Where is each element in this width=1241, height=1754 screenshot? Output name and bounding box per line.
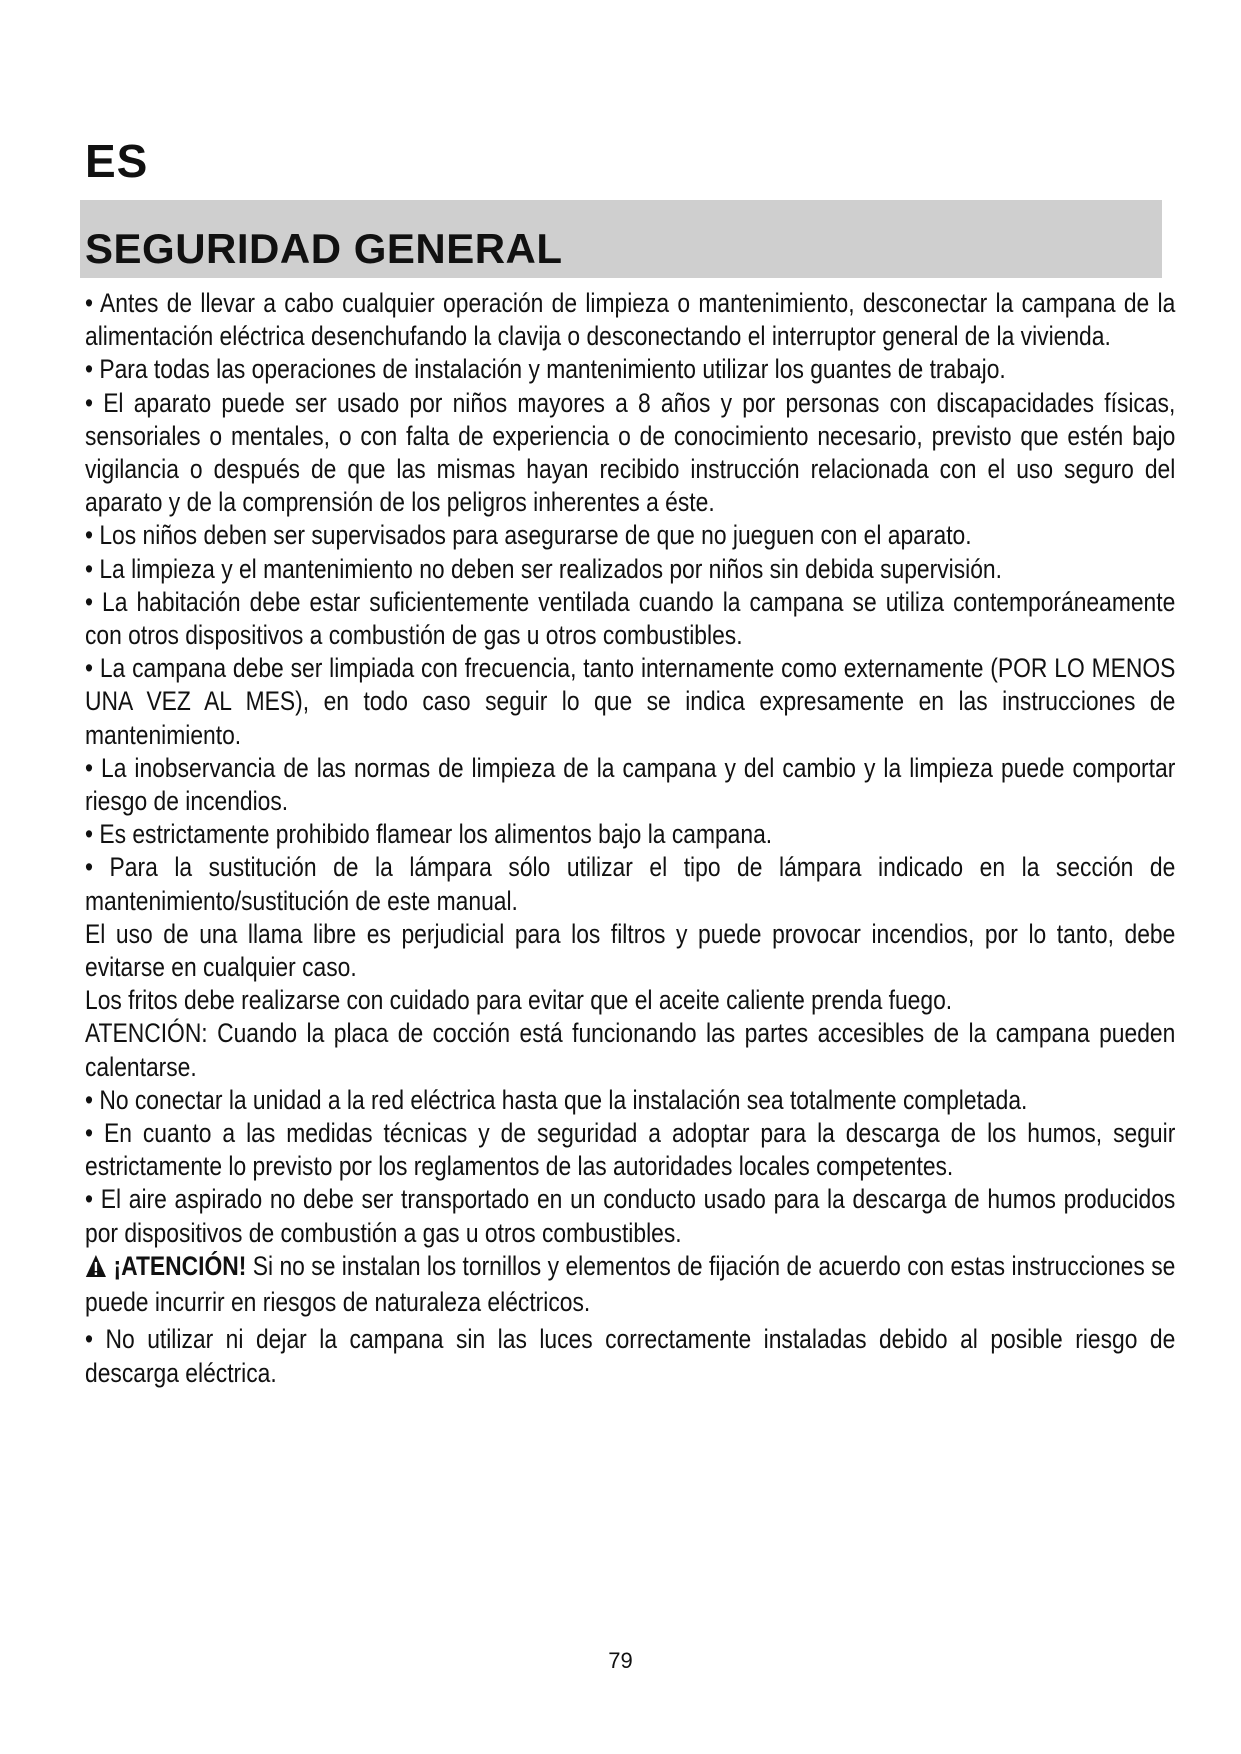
warning-paragraph	[85, 1249, 1175, 1318]
paragraph-lights-installed: • No utilizar ni dejar la campana sin las luces correctamente instaladas debido al posible riesgo de descarga eléctrica.	[85, 1323, 1176, 1388]
paragraph-children-supervision: • Los niños deben ser supervisados para asegurarse de que no jueguen con el aparato.	[85, 519, 972, 551]
paragraph-fire-risk: • La inobservancia de las normas de limpieza de la campana y del cambio y la limpieza puede comportar riesgo de incendios.	[85, 751, 1176, 817]
page-number: 79	[608, 1648, 633, 1673]
paragraph-lamp-replacement: • Para la sustitución de la lámpara sólo utilizar el tipo de lámpara indicado en la sección de mantenimiento/sustitución de este manual.	[85, 851, 1176, 916]
warning-text: Si no se instalan los tornillos y elementos de fijación de acuerdo con estas instrucciones se puede incurrir en riesgos de naturaleza eléctricos.	[85, 1249, 1176, 1318]
language-code: ES	[85, 135, 149, 187]
warning-triangle-icon	[85, 1252, 107, 1285]
paragraph-work-gloves: • Para todas las operaciones de instalación y mantenimiento utilizar los guantes de trabajo.	[85, 353, 1006, 385]
paragraph-disconnect-power: • Antes de llevar a cabo cualquier operación de limpieza o mantenimiento, desconectar la campana de la alimentación eléctrica desenchufando la clavija o desconectando el interruptor general de la vivienda.	[85, 287, 1176, 352]
paragraph-exhaust-duct: • El aire aspirado no debe ser transportado en un conducto usado para la descarga de humos producidos por dispositivos de combustión a gas u otros combustibles.	[85, 1183, 1176, 1248]
warning-label: ¡ATENCIÓN!	[113, 1249, 247, 1281]
paragraph-fume-regulations: • En cuanto a las medidas técnicas y de seguridad a adoptar para la descarga de los humos, seguir estrictamente lo previsto por los reglamentos de las autoridades locales competentes.	[85, 1117, 1176, 1182]
paragraph-no-flambe: • Es estrictamente prohibido flamear los alimentos bajo la campana.	[85, 818, 773, 850]
paragraph-hob-heat-warning: ATENCIÓN: Cuando la placa de cocción está funcionando las partes accesibles de la campana pueden calentarse.	[85, 1017, 1176, 1082]
paragraph-frying: Los fritos debe realizarse con cuidado para evitar que el aceite caliente prenda fuego.	[85, 984, 953, 1016]
paragraph-cleaning-by-children: • La limpieza y el mantenimiento no deben ser realizados por niños sin debida supervisión.	[85, 552, 1002, 584]
paragraph-cleaning-frequency: • La campana debe ser limpiada con frecuencia, tanto internamente como externamente (POR LO MENOS UNA VEZ AL MES), en todo caso seguir lo que se indica expresamente en las instrucciones de mantenimiento.	[85, 652, 1176, 750]
safety-text-body	[85, 286, 1175, 1389]
paragraph-children-and-disabilities: • El aparato puede ser usado por niños mayores a 8 años y por personas con discapacidades físicas, sensoriales o mentales, o con falta de experiencia o de conocimiento necesario, previsto que estén bajo vigilancia o después de que las mismas hayan recibido instrucción relacionada con el uso seguro del aparato y de la comprensión de los peligros inherentes a éste.	[85, 386, 1176, 518]
section-title: SEGURIDAD GENERAL	[85, 225, 563, 272]
paragraph-ventilation: • La habitación debe estar suficientemente ventilada cuando la campana se utiliza contemporáneamente con otros dispositivos a combustión de gas u otros combustibles.	[85, 585, 1176, 651]
paragraph-connect-after-install: • No conectar la unidad a la red eléctrica hasta que la instalación sea totalmente completada.	[85, 1083, 1028, 1115]
paragraph-open-flame: El uso de una llama libre es perjudicial para los filtros y puede provocar incendios, por lo tanto, debe evitarse en cualquier caso.	[85, 917, 1176, 983]
